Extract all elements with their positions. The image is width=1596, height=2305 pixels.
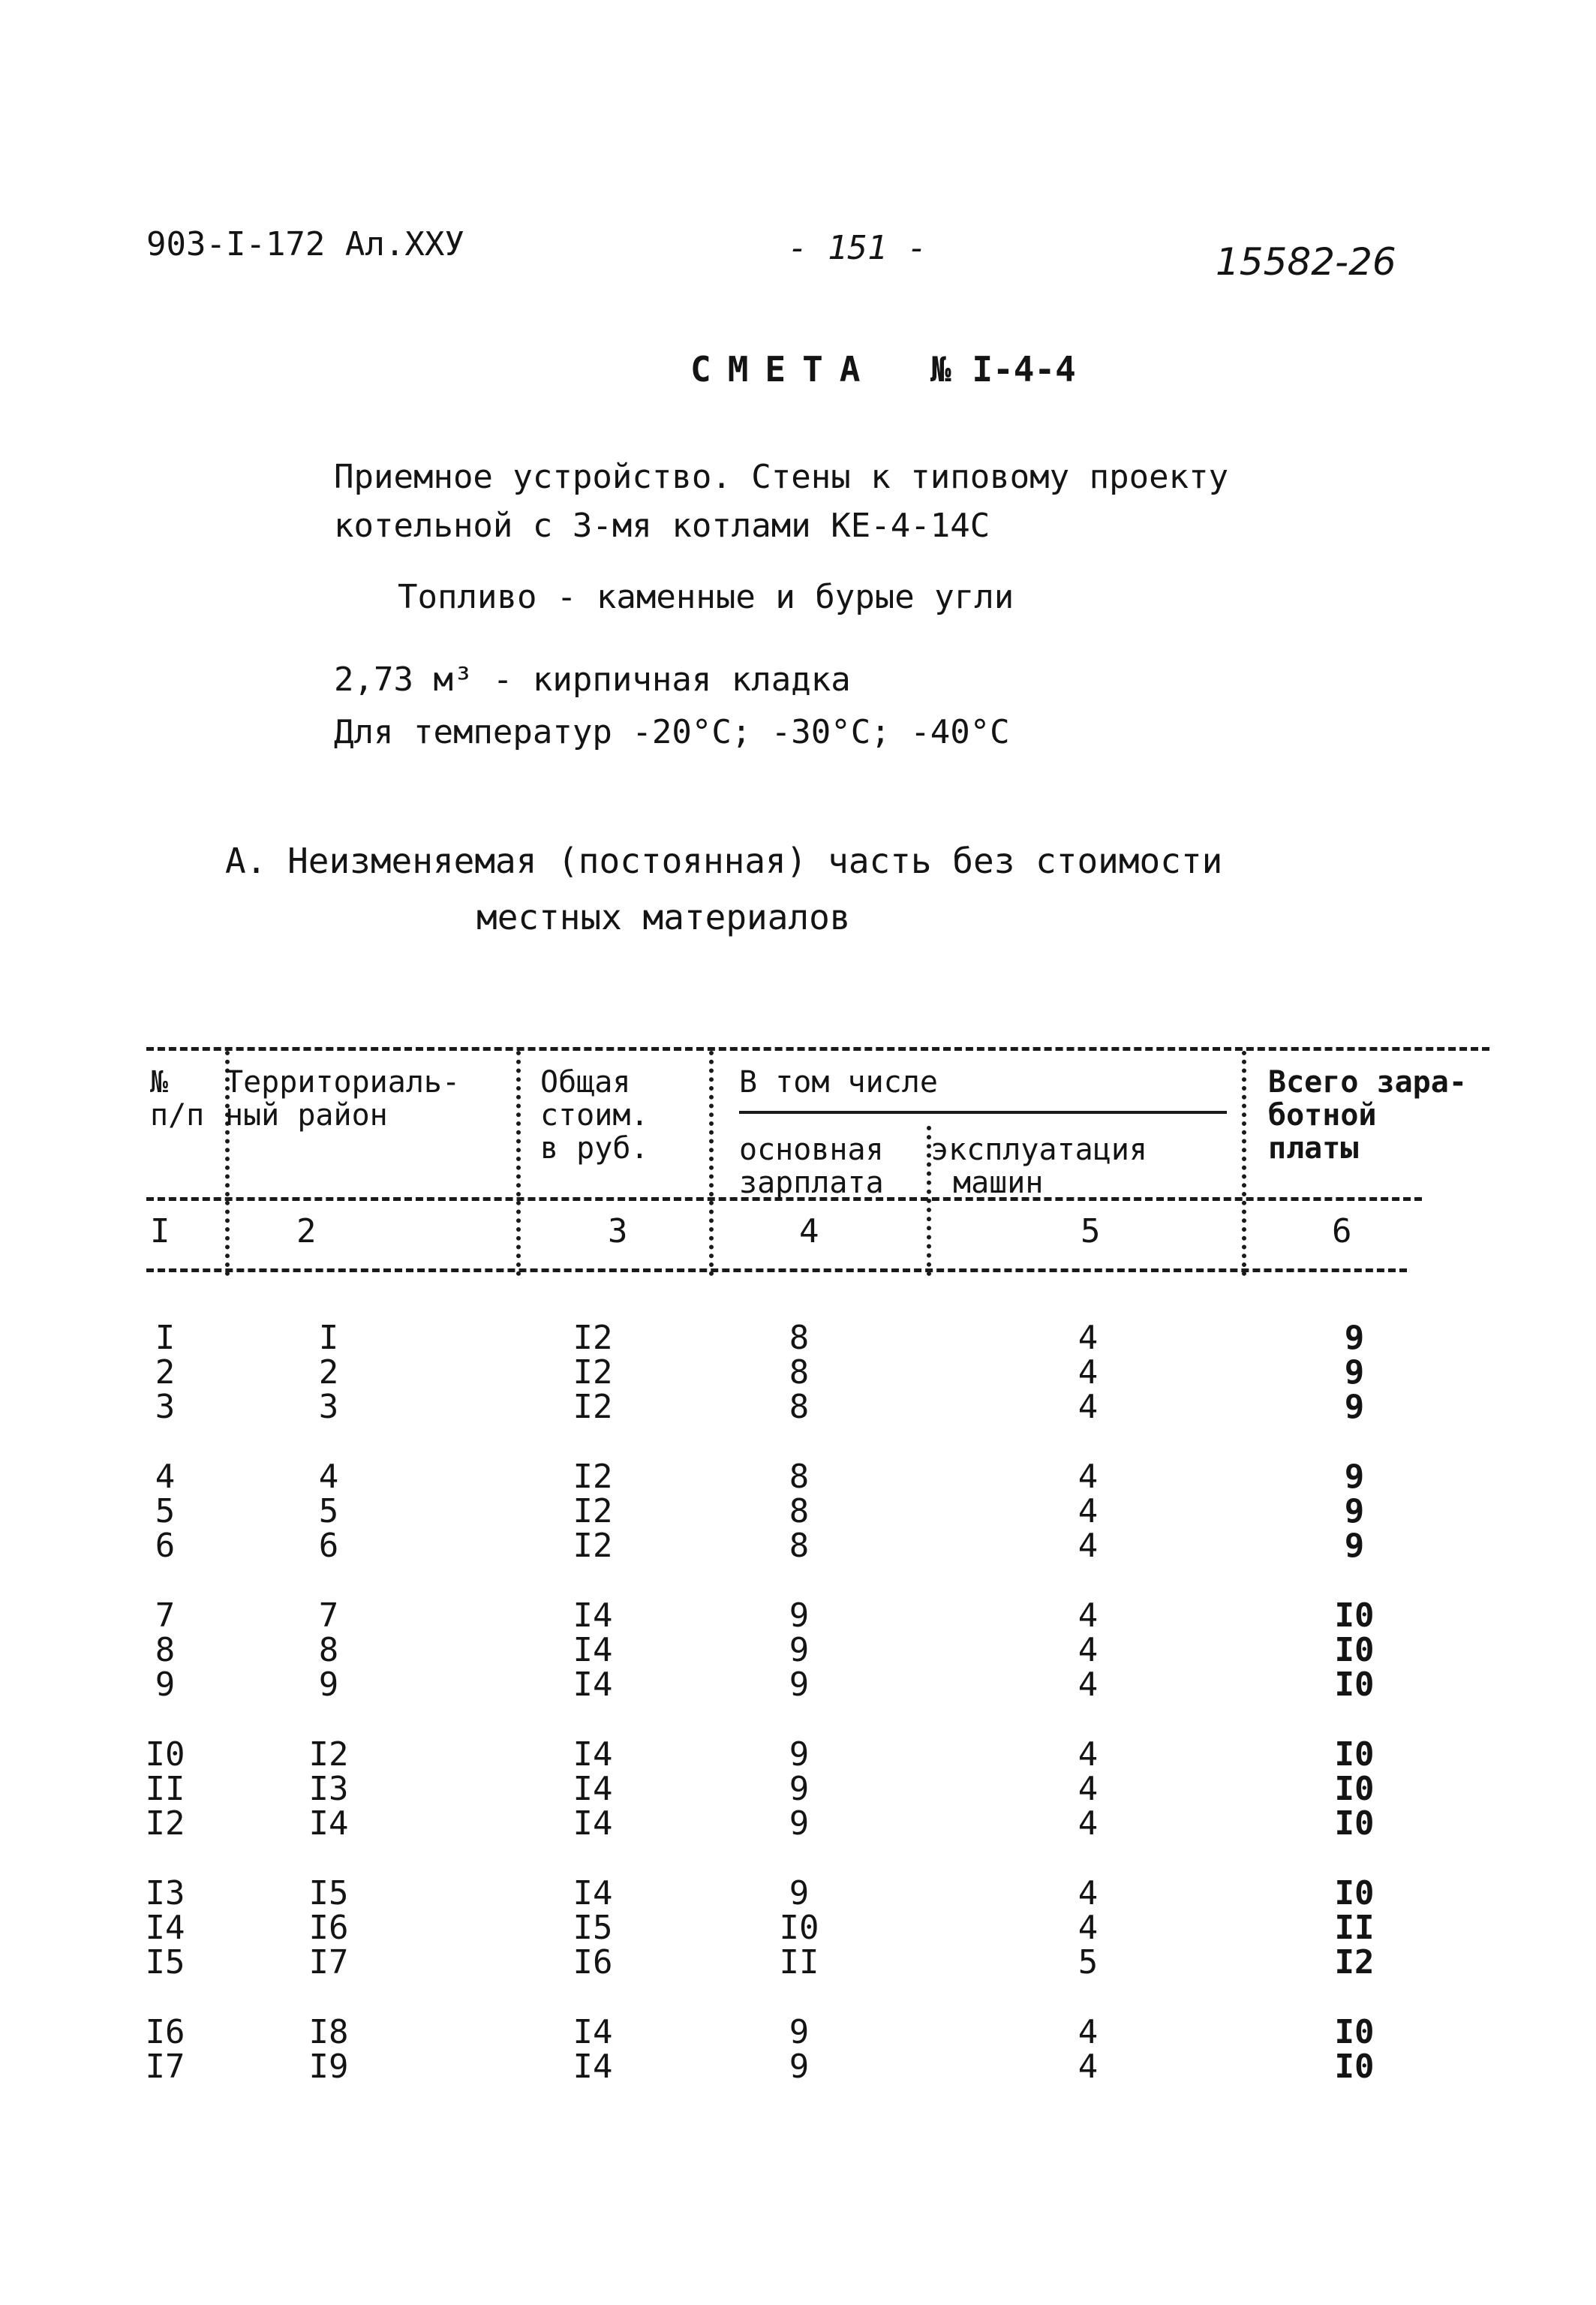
estimate-number: № I-4-4 — [930, 349, 1076, 390]
group-rule — [739, 1111, 1227, 1114]
column-number: 2 — [296, 1212, 317, 1250]
cell-machine-operation: 4 4 — [1078, 2013, 1099, 2086]
header-total-wages: Всего зара- ботной платы — [1268, 1065, 1467, 1166]
cell-base-salary: 8 8 8 — [789, 1319, 810, 1426]
page-number: - 151 - — [788, 229, 927, 267]
column-number: I — [150, 1212, 170, 1250]
column-number: 6 — [1332, 1212, 1352, 1250]
cell-total-wages: 9 9 9 — [1344, 1319, 1365, 1426]
temperature-line: Для температур -20°С; -30°С; -40°С — [334, 713, 1010, 751]
cell-row-number: I6 I7 — [145, 2013, 185, 2086]
cell-district: I 2 3 — [318, 1319, 339, 1426]
cell-machine-operation: 4 4 5 — [1078, 1874, 1099, 1982]
cell-base-salary: 9 9 9 — [789, 1735, 810, 1843]
page-title: СМЕТА — [690, 349, 877, 390]
cell-machine-operation: 4 4 4 — [1078, 1596, 1099, 1704]
cell-machine-operation: 4 4 4 — [1078, 1319, 1099, 1426]
column-number-rule — [146, 1268, 1407, 1272]
cell-row-number: I3 I4 I5 — [145, 1874, 185, 1982]
cell-base-salary: 9 9 — [789, 2013, 810, 2086]
description-line-1: Приемное устройство. Стены к типовому проекту — [334, 458, 1229, 496]
column-separator — [1242, 1051, 1246, 1276]
cell-district: I8 I9 — [308, 2013, 349, 2086]
header-base-salary: основная зарплата — [739, 1133, 884, 1200]
cell-district: 7 8 9 — [318, 1596, 339, 1704]
cell-machine-operation: 4 4 4 — [1078, 1735, 1099, 1843]
volume-line: 2,73 м³ - кирпичная кладка — [334, 661, 851, 699]
cell-row-number: I 2 3 — [155, 1319, 176, 1426]
cell-row-number: I0 II I2 — [145, 1735, 185, 1843]
cell-total-cost: I4 I4 — [573, 2013, 613, 2086]
header-total-cost: Общая стоим. в руб. — [540, 1065, 649, 1166]
cell-total-cost: I4 I5 I6 — [573, 1874, 613, 1982]
column-separator — [516, 1051, 521, 1276]
cell-row-number: 4 5 6 — [155, 1458, 176, 1565]
cell-total-wages: I0 I0 I0 — [1334, 1735, 1375, 1843]
header-including-group: В том числе — [739, 1065, 938, 1100]
column-number: 3 — [608, 1212, 628, 1250]
cell-district: 4 5 6 — [318, 1458, 339, 1565]
cell-base-salary: 8 8 8 — [789, 1458, 810, 1565]
section-heading: А. Неизменяемая (постоянная) часть без стоимости — [225, 841, 1223, 881]
cell-base-salary: 9 I0 II — [779, 1874, 819, 1982]
header-territorial-district: Территориаль- ный район — [225, 1065, 461, 1133]
archive-number: 15582-26 — [1216, 240, 1396, 284]
fuel-line: Топливо - каменные и бурые угли — [398, 578, 1014, 616]
cell-district: I2 I3 I4 — [308, 1735, 349, 1843]
cell-total-cost: I4 I4 I4 — [573, 1735, 613, 1843]
column-separator — [709, 1051, 714, 1276]
description-line-2: котельной с 3-мя котлами КЕ-4-14С — [334, 507, 990, 545]
cell-district: I5 I6 I7 — [308, 1874, 349, 1982]
cell-total-cost: I2 I2 I2 — [573, 1319, 613, 1426]
table-top-rule — [146, 1047, 1489, 1051]
cell-total-cost: I4 I4 I4 — [573, 1596, 613, 1704]
cell-base-salary: 9 9 9 — [789, 1596, 810, 1704]
section-heading-cont: местных материалов — [476, 897, 851, 937]
cell-total-cost: I2 I2 I2 — [573, 1458, 613, 1565]
cell-total-wages: I0 I0 I0 — [1334, 1596, 1375, 1704]
cell-row-number: 7 8 9 — [155, 1596, 176, 1704]
header-row-number: № п/п — [150, 1065, 205, 1133]
column-number: 5 — [1081, 1212, 1101, 1250]
cell-machine-operation: 4 4 4 — [1078, 1458, 1099, 1565]
cell-total-wages: I0 II I2 — [1334, 1874, 1375, 1982]
header-machine-operation: эксплуатация машин — [930, 1133, 1147, 1200]
cell-total-wages: 9 9 9 — [1344, 1458, 1365, 1565]
column-number: 4 — [799, 1212, 819, 1250]
cell-total-wages: I0 I0 — [1334, 2013, 1375, 2086]
document-code: 903-I-172 Ал.XXУ — [146, 225, 464, 263]
